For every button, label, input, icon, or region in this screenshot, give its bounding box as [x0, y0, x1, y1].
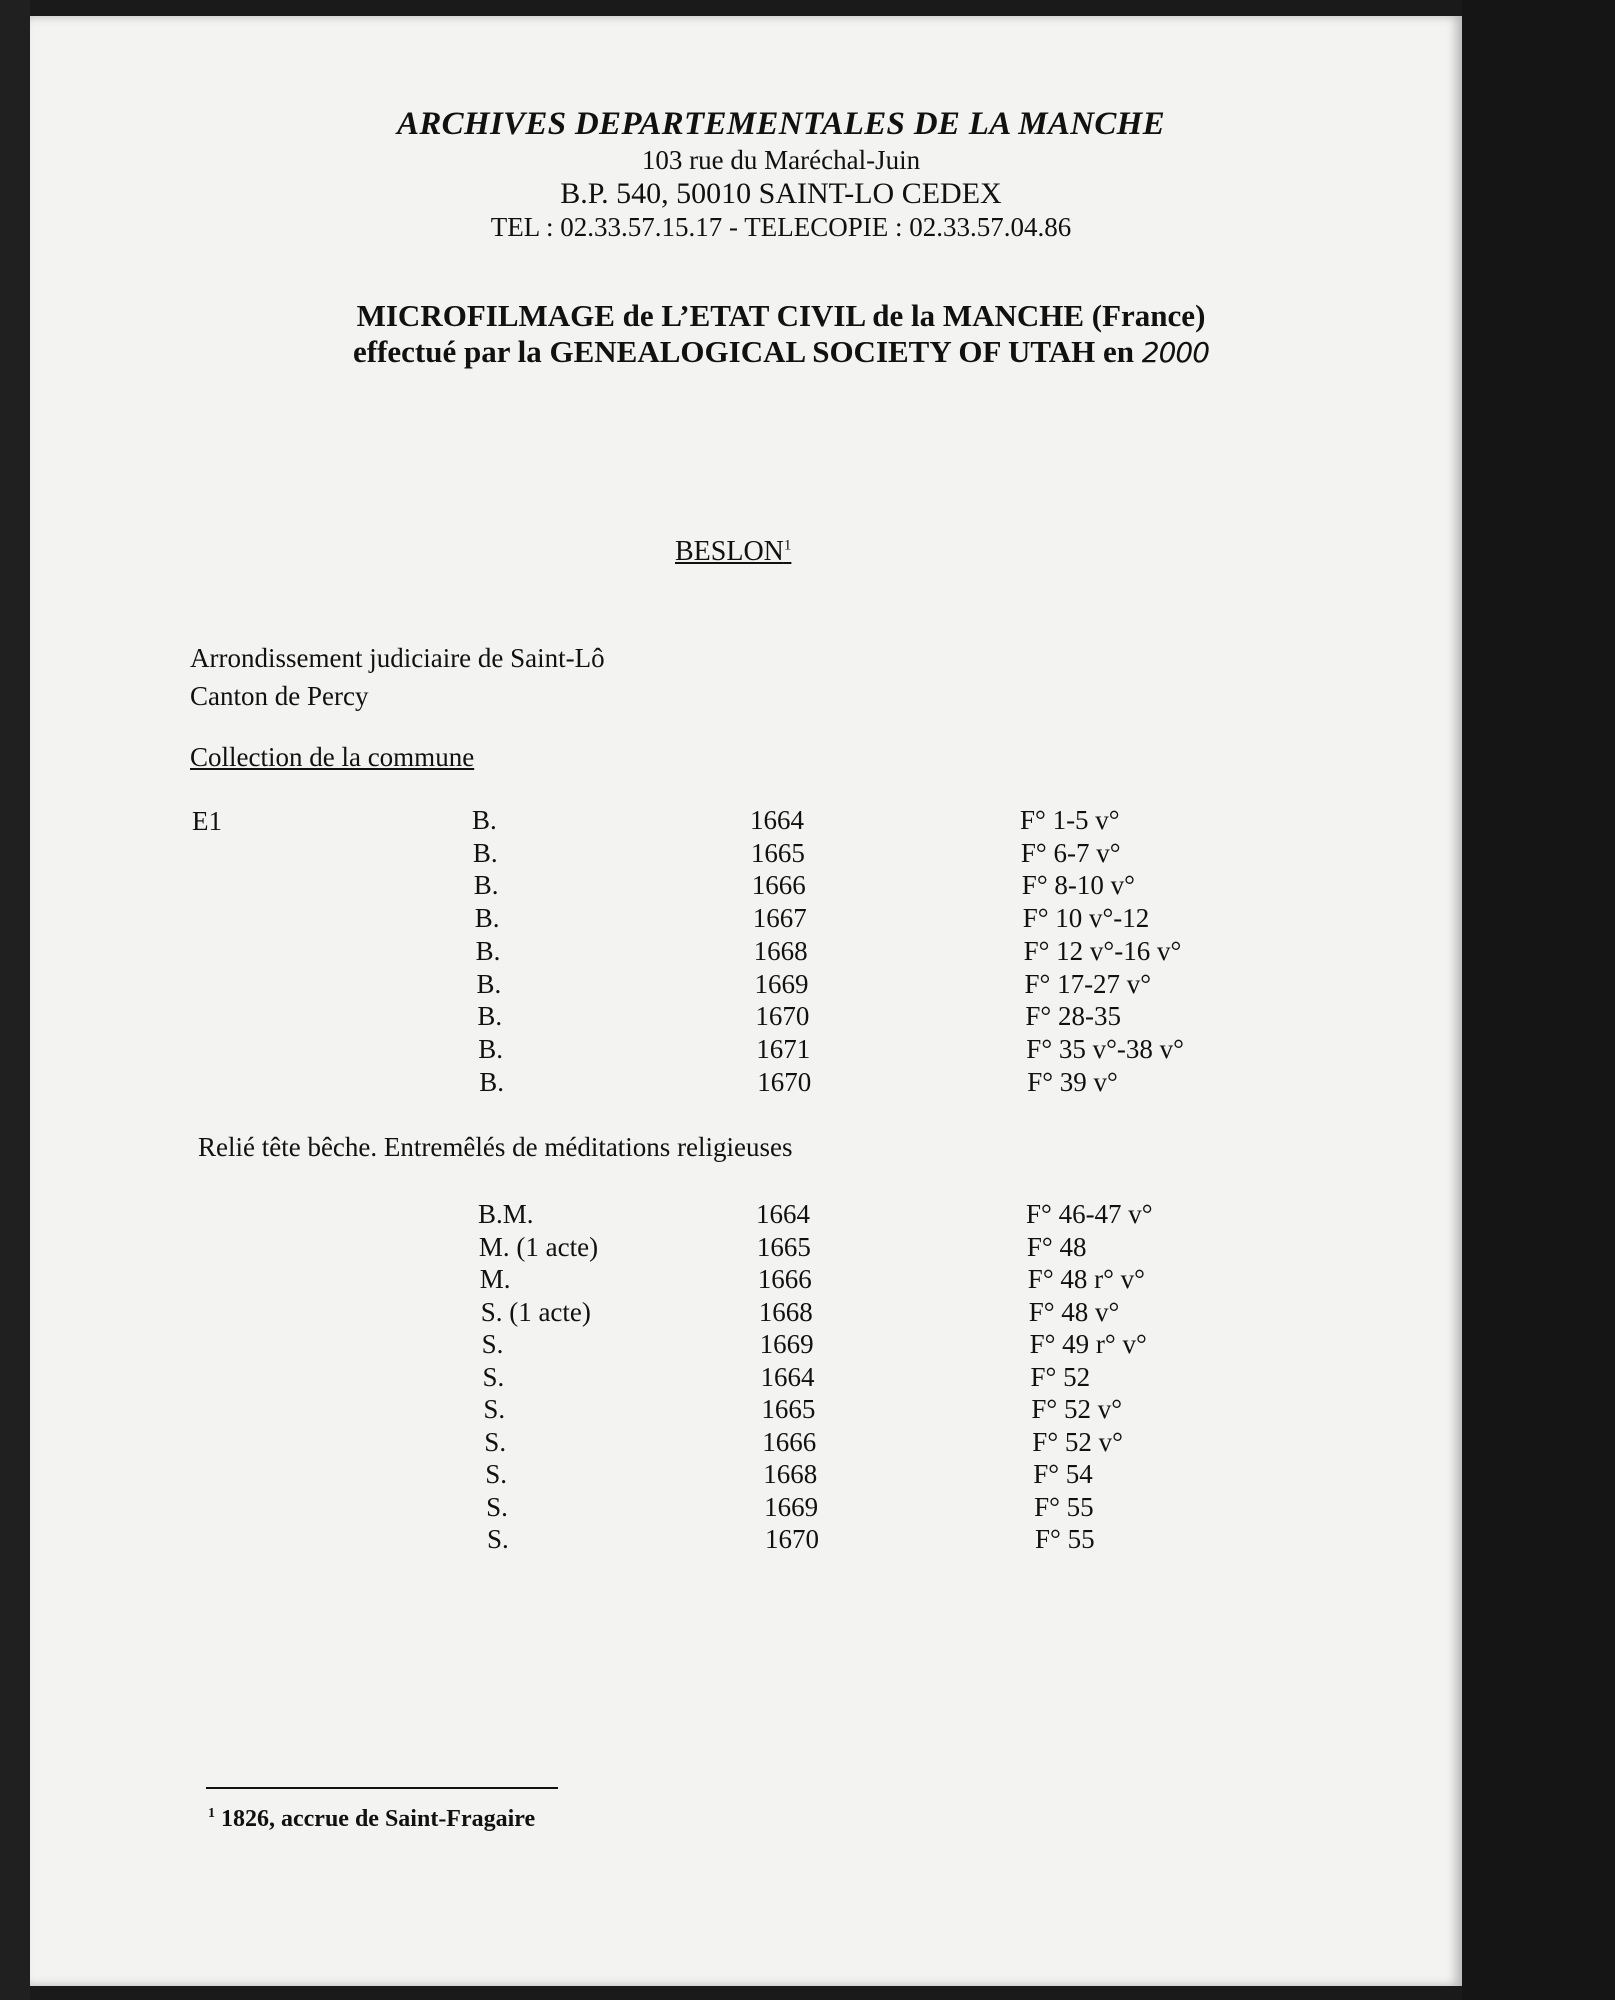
- footnote-ref: 1: [783, 537, 792, 554]
- record-folio: F° 28-35: [1025, 1001, 1121, 1032]
- record-type: B.: [473, 870, 499, 901]
- record-year: 1664: [760, 1361, 815, 1392]
- record-folio: F° 48 r° v°: [1027, 1264, 1145, 1294]
- record-type: S. (1 acte): [480, 1296, 591, 1327]
- commune-name: BESLON: [675, 536, 784, 567]
- record-year: 1668: [758, 1296, 813, 1327]
- archive-phone: TEL : 02.33.57.15.17 - TELECOPIE : 02.33.57.04.86: [490, 212, 1072, 242]
- record-type: B.: [475, 935, 501, 966]
- record-year: 1666: [751, 870, 806, 901]
- subtitle-line-1: MICROFILMAGE de L’ETAT CIVIL de la MANCHE (France): [356, 298, 1206, 333]
- record-folio: F° 48: [1026, 1231, 1087, 1262]
- record-folio: F° 17-27 v°: [1024, 968, 1152, 999]
- scan-left-edge: [0, 0, 30, 2000]
- record-type: S.: [484, 1426, 507, 1457]
- archive-postal: B.P. 540, 50010 SAINT-LO CEDEX: [560, 177, 1002, 210]
- record-folio: F° 54: [1033, 1459, 1093, 1489]
- record-year: 1670: [765, 1524, 819, 1554]
- record-type: B.: [476, 968, 502, 999]
- footnote-text: 1826, accrue de Saint-Fragaire: [221, 1806, 536, 1832]
- footnote-marker: 1: [208, 1806, 215, 1821]
- record-year: 1671: [756, 1033, 811, 1064]
- archive-address: 103 rue du Maréchal-Juin: [641, 145, 921, 175]
- commune-title: [675, 536, 791, 568]
- record-folio: F° 39 v°: [1027, 1066, 1118, 1097]
- record-year: 1668: [753, 935, 808, 966]
- record-type: S.: [485, 1459, 507, 1489]
- record-folio: F° 12 v°-16 v°: [1023, 935, 1182, 966]
- record-folio: F° 46-47 v°: [1026, 1199, 1153, 1229]
- record-year: 1669: [754, 968, 809, 999]
- record-type: S.: [487, 1524, 509, 1554]
- record-type: B.: [479, 1066, 504, 1097]
- record-year: 1665: [750, 837, 805, 868]
- record-year: 1666: [757, 1264, 812, 1294]
- subtitle-line-2-text: effectué par la GENEALOGICAL SOCIETY OF UTAH en: [352, 334, 1135, 369]
- footnote-rule: [206, 1787, 558, 1789]
- record-folio: F° 52: [1030, 1361, 1091, 1392]
- register-code: E1: [192, 806, 222, 836]
- archive-header: [30, 104, 1462, 244]
- archive-title: ARCHIVES DEPARTEMENTALES DE LA MANCHE: [397, 106, 1165, 142]
- record-folio: F° 1-5 v°: [1020, 805, 1120, 835]
- record-year: 1665: [756, 1231, 811, 1262]
- record-year: 1669: [759, 1329, 814, 1359]
- record-folio: F° 8-10 v°: [1021, 870, 1135, 901]
- record-year: 1664: [756, 1199, 810, 1229]
- record-year: 1666: [762, 1426, 817, 1457]
- record-year: 1669: [764, 1491, 819, 1522]
- record-year: 1668: [763, 1459, 818, 1489]
- handwritten-year: 2000: [1141, 336, 1210, 369]
- arrondissement-line: Arrondissement judiciaire de Saint-Lô: [190, 643, 605, 673]
- record-type: S.: [481, 1329, 504, 1359]
- document-page: [30, 16, 1462, 1986]
- record-type: B.: [477, 1001, 503, 1032]
- record-year: 1670: [755, 1001, 810, 1032]
- record-type: M. (1 acte): [478, 1231, 599, 1262]
- record-folio: F° 52 v°: [1032, 1426, 1123, 1457]
- record-type: B.M.: [478, 1199, 534, 1229]
- record-type: B.: [472, 837, 498, 868]
- record-folio: F° 49 r° v°: [1029, 1329, 1147, 1359]
- record-type: M.: [479, 1264, 511, 1294]
- record-type: S.: [482, 1361, 505, 1392]
- record-year: 1667: [752, 903, 807, 934]
- record-year: 1665: [761, 1394, 816, 1424]
- record-type: B.: [474, 903, 500, 934]
- subtitle-line-2: [100, 334, 1462, 371]
- record-folio: F° 6-7 v°: [1020, 837, 1121, 868]
- binding-note: Relié tête bêche. Entremêlés de méditations religieuses: [198, 1132, 793, 1162]
- record-folio: F° 55: [1034, 1491, 1094, 1522]
- record-folio: F° 10 v°-12: [1022, 903, 1150, 934]
- record-type: S.: [483, 1394, 506, 1424]
- record-folio: F° 35 v°-38 v°: [1026, 1033, 1184, 1064]
- footnote: [208, 1806, 535, 1833]
- record-type: B.: [478, 1033, 504, 1064]
- record-type: S.: [486, 1491, 508, 1522]
- microfilm-subtitle: [30, 298, 1462, 371]
- record-folio: F° 52 v°: [1031, 1394, 1123, 1424]
- film-border: [1462, 0, 1615, 2000]
- record-year: 1664: [750, 805, 804, 835]
- record-folio: F° 48 v°: [1028, 1296, 1120, 1327]
- record-year: 1670: [757, 1066, 812, 1097]
- record-folio: F° 55: [1035, 1524, 1095, 1554]
- collection-heading: Collection de la commune: [190, 742, 475, 772]
- record-type: B.: [472, 805, 497, 835]
- canton-line: Canton de Percy: [190, 681, 369, 711]
